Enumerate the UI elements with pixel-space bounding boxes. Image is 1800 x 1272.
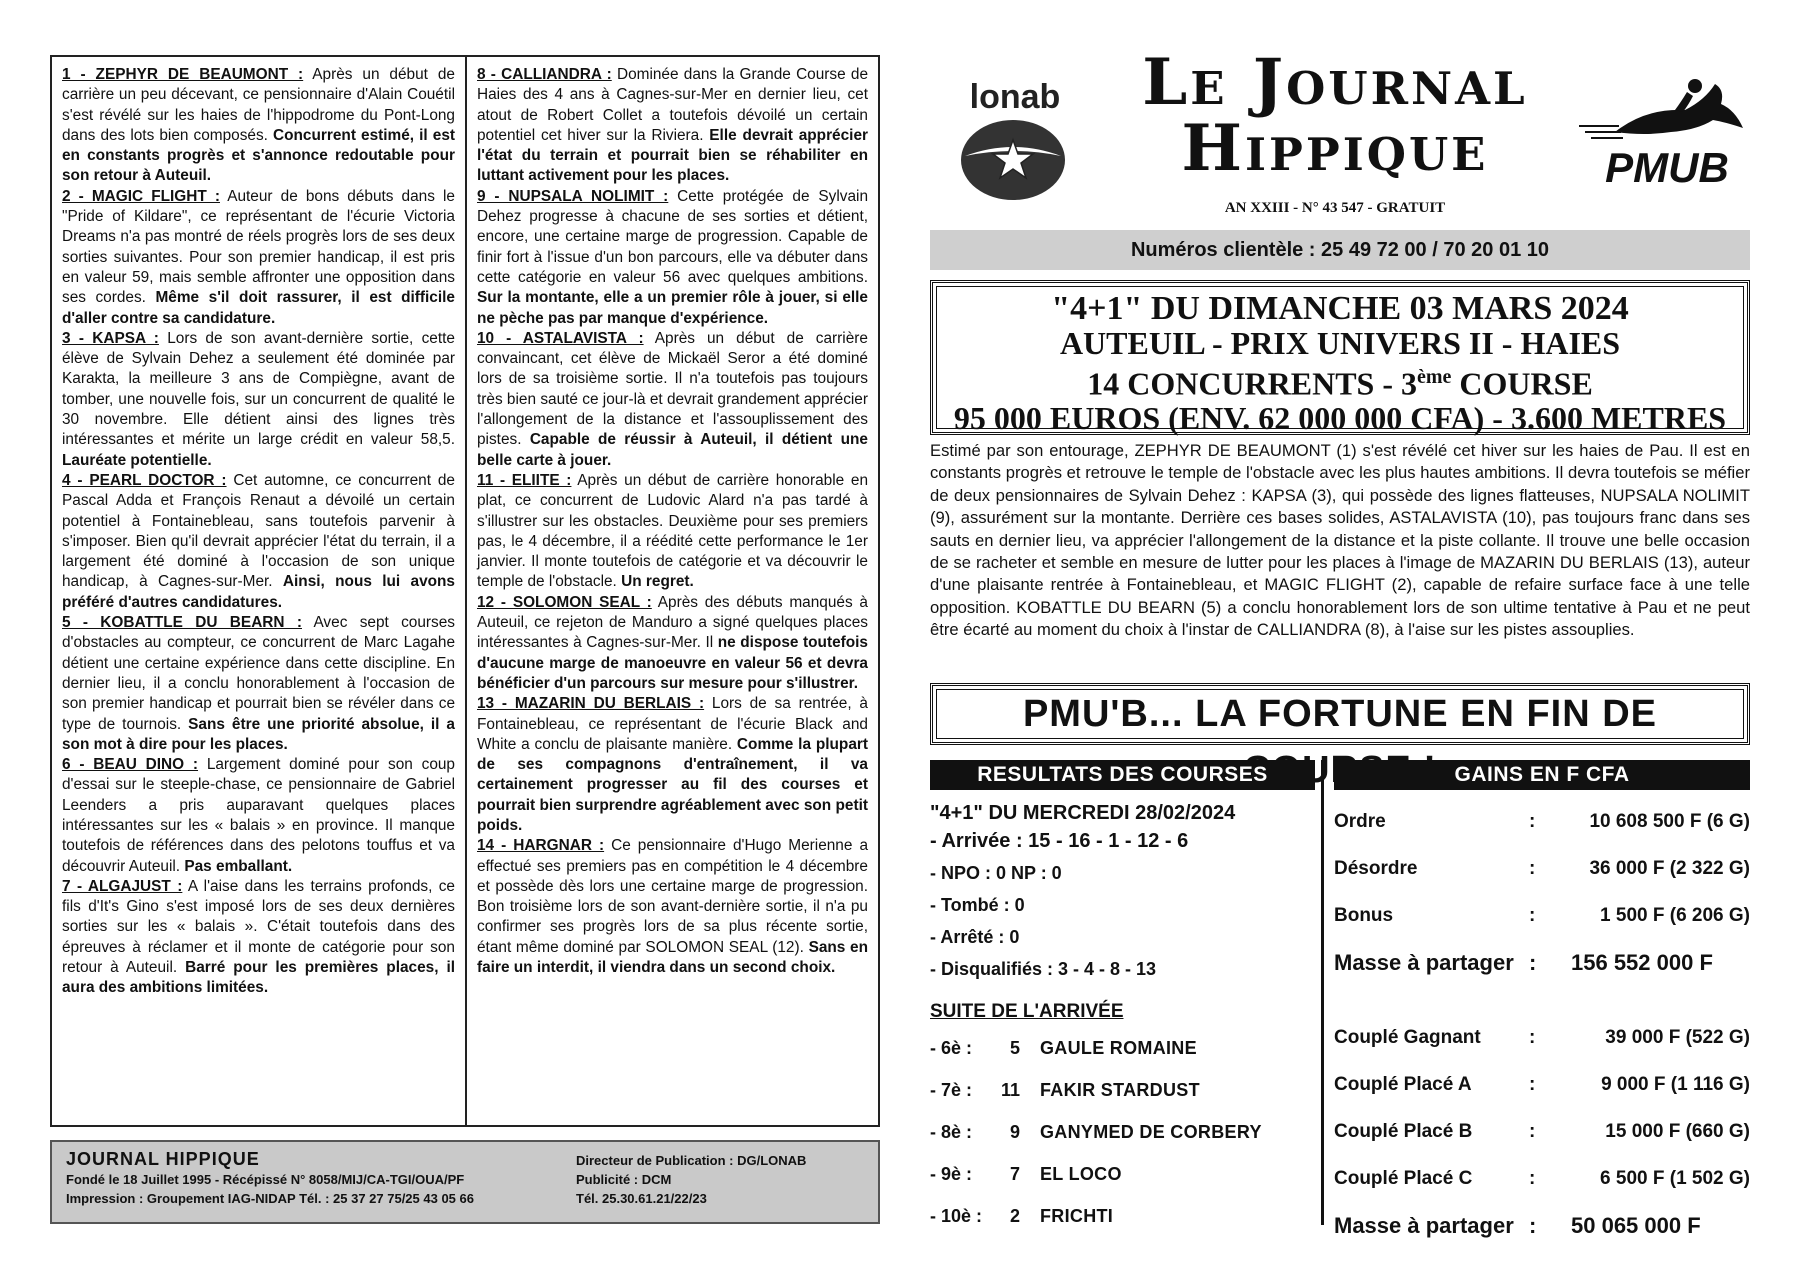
entry-14: 14 - HARGNAR : Ce pensionnaire d'Hugo Merienne a effectué ses premiers pas en compétition le 4 décembre et possède dès lors une certaine marge de progression. Bon troisième lors de son avant-dernière sortie, il n'a pu confirmer ses progrès lors de sa plus récente sortie, étant même dominé par SOLOMON SEAL (12). Sans en faire un interdit, il viendra dans un second choix. bbox=[477, 837, 869, 977]
imprint-left bbox=[66, 1148, 576, 1216]
commentary-column-left bbox=[52, 57, 465, 1125]
gain-row-masse-2: Masse à partager : 50 065 000 F bbox=[1334, 1213, 1701, 1238]
publication-imprint bbox=[50, 1140, 880, 1224]
suite-row: - 7è : 11 FAKIR STARDUST bbox=[930, 1080, 1200, 1100]
entry-7: 7 - ALGAJUST : A l'aise dans les terrains profonds, ce fils d'It's Gino s'est imposé lors de ses deux dernières sorties sur les « balais ». C'était toutefois dans des épreuves à réclamer et il monte de catégorie pour son retour à Auteuil. Barré pour les premières places, il aura des ambitions limitées. bbox=[62, 877, 455, 997]
column-divider bbox=[1321, 760, 1324, 1225]
entry-10: 10 - ASTALAVISTA : Après un début de carrière convaincant, cet élève de Mickaël Seror a été dominé lors de sa troisième sortie. Il n'a toutefois pas toujours très bien sauté ce jour-là et devrait grandement apprécier l'allongement de la distance et l'assouplissement des pistes. Capable de réussir à Auteuil, il détient une belle carte à jouer. bbox=[477, 329, 868, 469]
entry-5: 5 - KOBATTLE DU BEARN : Avec sept courses d'obstacles au compteur, ce concurrent de Marc Lagahe détient une certaine expérience dans cette discipline. En dernier lieu, il a conclu honorablement à l'occasion de son premier handicap et pourrait bien se révéler dans ce type de tournois. Sans être une priorité absolue, il a son mot à dire pour les places. bbox=[62, 614, 455, 753]
imprint-director: Directeur de Publication : DG/LONAB bbox=[576, 1153, 807, 1168]
journal-title: Le Journal Hippique bbox=[1142, 45, 1528, 186]
entry-2: 2 - MAGIC FLIGHT : Auteur de bons débuts dans le "Pride of Kildare", ce représentant de l'écurie Victoria Dreams n'a pas montré de réels progrès lors de ses deux sorties suivantes. Pour son premier handicap, il est pris en valeur 59, mais semble affronter une opposition dans ses cordes. Même s'il doit rassurer, il est difficile d'aller contre sa candidature. bbox=[62, 187, 455, 327]
lonab-logo-text: lonab bbox=[969, 78, 1061, 116]
gain-row-couple-gagnant: Couplé Gagnant : 39 000 F (522 G) bbox=[1334, 1027, 1750, 1048]
imprint-title: JOURNAL HIPPIQUE bbox=[66, 1149, 260, 1169]
suite-row: - 10è : 2 FRICHTI bbox=[930, 1206, 1114, 1226]
client-numbers: Numéros clientèle : 25 49 72 00 / 70 20 01 10 bbox=[930, 230, 1750, 270]
race-header bbox=[930, 280, 1750, 435]
imprint-printing: Impression : Groupement IAG-NIDAP Tél. : 25 37 27 75/25 43 05 66 bbox=[66, 1191, 474, 1206]
lonab-logo bbox=[955, 68, 1075, 208]
results-tombe: - Tombé : 0 bbox=[930, 895, 1025, 915]
entry-4: 4 - PEARL DOCTOR : Cet automne, ce concurrent de Pascal Adda et François Renaut a dévoilé un certain potentiel à Fontainebleau, sans toutefois parvenir à s'imposer. Bien qu'il devrait apprécier l'état du terrain, il a largement été dominé à l'occasion de son unique handicap, à Cagnes-sur-Mer. Ainsi, nous lui avons préféré d'autres candidatures. bbox=[62, 471, 455, 611]
entry-9: 9 - NUPSALA NOLIMIT : Cette protégée de Sylvain Dehez progresse à chacune de ses sorties et détient, encore, une certaine marge de progression. Capable de finir fort à l'issue d'un bon parcours, elle va débuter dans cette catégorie en valeur 56 avec quelques ambitions. Sur la montante, elle a un premier rôle à jouer, si elle ne pèche pas par manque d'expérience. bbox=[477, 187, 868, 327]
entry-3: 3 - KAPSA : Lors de son avant-dernière sortie, cette élève de Sylvain Dehez a seulement été dominée par Karakta, la meilleure 3 ans de Compiègne, avant de tomber, une nouvelle fois, sur un concurrent de qualité le 30 novembre. Elle détient ainsi des lignes très intéressantes et mérite un large crédit en valeur 58,5. Lauréate potentielle. bbox=[62, 329, 455, 469]
suite-row: - 8è : 9 GANYMED DE CORBERY bbox=[930, 1122, 1262, 1142]
race-venue: AUTEUIL - PRIX UNIVERS II - HAIES bbox=[1059, 325, 1621, 361]
gain-row-couple-place-b: Couplé Placé B : 15 000 F (660 G) bbox=[1334, 1121, 1750, 1142]
entry-11: 11 - ELIITE : Après un début de carrière honorable en plat, ce concurrent de Ludovic Alard n'a pas tardé à s'illustrer sur les obstacles. Deuxième pour ses premiers pas, le 4 décembre, il a réédité cette performance le 1er janvier. Il monte toutefois de catégorie et va découvrir le temple de l'obstacle. Un regret. bbox=[477, 471, 869, 591]
entry-6: 6 - BEAU DINO : Largement dominé pour son coup d'essai sur le steeple-chase, ce pensionnaire de Gabriel Leenders a pris auparavant quelques places intéressantes sur les « balais » en province. Il manque toutefois de références dans des pelotons touffus et va découvrir Auteuil. Pas emballant. bbox=[62, 756, 455, 875]
gain-row-couple-place-c: Couplé Placé C : 6 500 F (1 502 G) bbox=[1334, 1168, 1750, 1189]
entry-13: 13 - MAZARIN DU BERLAIS : Lors de sa rentrée, à Fontainebleau, ce représentant de l'écurie Black and White a conclu de plaisante manière. Comme la plupart de ses compagnons d'entraînement, il va certainement progresser au fil des courses et pourrait bien surprendre agréablement avec son petit poids. bbox=[477, 695, 868, 834]
gain-row-bonus: Bonus : 1 500 F (6 206 G) bbox=[1334, 905, 1750, 926]
entry-12: 12 - SOLOMON SEAL : Après des débuts manqués à Auteuil, ce rejeton de Manduro a signé quelques places intéressantes à Cagnes-sur-Mer. Il ne dispose toutefois d'aucune marge de manoeuvre en valeur 56 et devra bénéficier d'un parcours sur mesure pour s'illustrer. bbox=[477, 593, 868, 692]
masthead bbox=[955, 45, 1755, 225]
results-title: "4+1" DU MERCREDI 28/02/2024 bbox=[930, 802, 1236, 824]
edition-number: AN XXIII - N° 43 547 - GRATUIT bbox=[1224, 200, 1446, 216]
gains-panel bbox=[1334, 760, 1750, 1238]
results-arrivee: - Arrivée : 15 - 16 - 1 - 12 - 6 bbox=[930, 830, 1189, 852]
suite-row: - 6è : 5 GAULE ROMAINE bbox=[930, 1038, 1197, 1058]
pmub-logo bbox=[1575, 70, 1755, 200]
race-summary: Estimé par son entourage, ZEPHYR DE BEAUMONT (1) s'est révélé cet hiver sur les haies de Pau. Il est en constants progrès et retrouve le temple de l'obstacle avec les plus hautes ambitions. Il devra toutefois se méfier de deux pensionnaires de Sylvain Dehez : KAPSA (3), qui possède des lignes flatteuses, NUPSALA NOLIMIT (9), assurément sur la montante. Derrière ces bases solides, ASTALAVISTA (10), pas toujours franc dans ses sauts en dernier lieu, va apprécier l'allongement de la distance et la piste collante. Il trouve une belle occasion de se racheter et semble en mesure de lutter pour les places à l'image de MAZARIN DU BERLAIS (13), auteur d'une plaisante rentrée à Fontainebleau, et MAGIC FLIGHT (2), capable de refaire surface face à une telle opposition. KOBATTLE DU BEARN (5) a conclu honorablement lors de son ultime tentative à Pau et ne peut être écarté au moment du choix à l'instar de CALLIANDRA (8), à l'aise sur les pistes assouplies. bbox=[930, 441, 1750, 640]
suite-header: SUITE DE L'ARRIVÉE bbox=[930, 1001, 1124, 1022]
entry-8: 8 - CALLIANDRA : Dominée dans la Grande Course de Haies des 4 ans à Cagnes-sur-Mer en dernier lieu, cet atout de Robert Collet a toutefois dévoilé un certain potentiel cet hiver sur la Riviera. Elle devrait apprécier l'état du terrain et pourrait bien se réhabiliter en luttant activement pour les places. bbox=[477, 66, 869, 185]
pmub-logo-text: PMUB bbox=[1605, 144, 1729, 191]
results-npo: - NPO : 0 NP : 0 bbox=[930, 863, 1062, 883]
results-arrete: - Arrêté : 0 bbox=[930, 927, 1020, 947]
imprint-right bbox=[576, 1148, 806, 1216]
race-runners: 14 CONCURRENTS - 3ème COURSE bbox=[1087, 365, 1593, 402]
results-panel bbox=[930, 760, 1315, 1225]
results-disqualifies: - Disqualifiés : 3 - 4 - 8 - 13 bbox=[930, 959, 1157, 979]
gains-header: GAINS EN F CFA bbox=[1334, 760, 1750, 790]
gain-row-ordre: Ordre : 10 608 500 F (6 G) bbox=[1334, 811, 1750, 832]
horse-commentary bbox=[50, 55, 880, 1127]
imprint-founded: Fondé le 18 Juillet 1995 - Récépissé N° 8058/MIJ/CA-TGI/OUA/PF bbox=[66, 1172, 465, 1187]
commentary-column-right bbox=[465, 57, 878, 1125]
imprint-phone: Tél. 25.30.61.21/22/23 bbox=[576, 1191, 707, 1206]
gain-row-masse-1: Masse à partager : 156 552 000 F bbox=[1334, 950, 1713, 975]
imprint-publicity: Publicité : DCM bbox=[576, 1172, 672, 1187]
entry-1: 1 - ZEPHYR DE BEAUMONT : Après un début de carrière un peu décevant, ce pensionnaire d'Alain Couétil s'est révélé sur les haies de l'hippodrome du Pont-Long dans des lots bien composés. Concurrent estimé, il est en constants progrès et s'annonce redoutable pour son retour à Auteuil. bbox=[62, 66, 456, 185]
race-date: "4+1" DU DIMANCHE 03 MARS 2024 bbox=[1051, 290, 1629, 327]
suite-row: - 9è : 7 EL LOCO bbox=[930, 1164, 1122, 1184]
gain-row-couple-place-a: Couplé Placé A : 9 000 F (1 116 G) bbox=[1334, 1074, 1750, 1095]
pmub-banner: PMU'B... LA FORTUNE EN FIN DE COURSE bbox=[930, 683, 1750, 745]
race-purse: 95 000 EUROS (ENV. 62 000 000 CFA) - 3.600 METRES bbox=[953, 399, 1727, 436]
horse-jockey-icon bbox=[1579, 79, 1743, 138]
gain-row-desordre: Désordre : 36 000 F (2 322 G) bbox=[1334, 858, 1750, 879]
results-header: RESULTATS DES COURSES bbox=[930, 760, 1315, 790]
